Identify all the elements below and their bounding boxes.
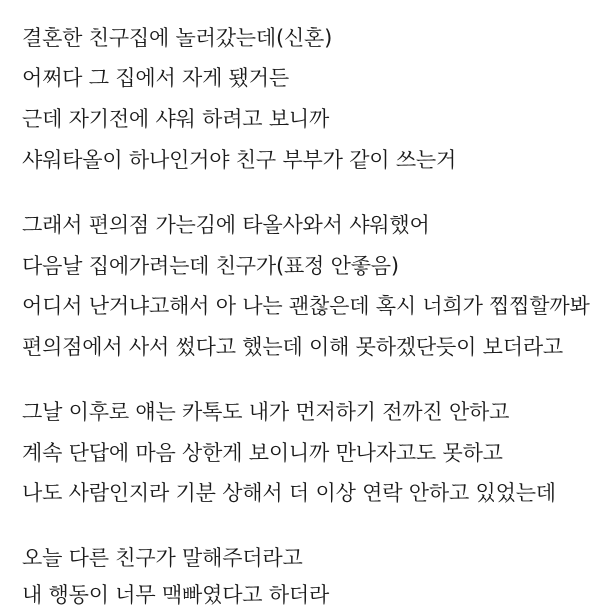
text-line: 다음날 집에가려는데 친구가(표정 안좋음)	[22, 254, 399, 278]
text-line: 그날 이후로 얘는 카톡도 내가 먼저하기 전까진 안하고	[22, 400, 510, 424]
text-line: 오늘 다른 친구가 말해주더라고	[22, 546, 303, 570]
text-line: 편의점에서 사서 썼다고 했는데 이해 못하겠단듯이 보더라고	[22, 335, 563, 359]
text-line: 근데 자기전에 샤워 하려고 보니까	[22, 107, 330, 131]
text-line: 샤워타올이 하나인거야 친구 부부가 같이 쓰는거	[22, 148, 457, 172]
text-line: 어디서 난거냐고해서 아 나는 괜찮은데 혹시 너희가 찝찝할까봐	[22, 294, 590, 318]
text-line: 어쩌다 그 집에서 자게 됐거든	[22, 66, 289, 90]
text-line: 그래서 편의점 가는김에 타올사와서 샤워했어	[22, 213, 430, 237]
text-line: 나도 사람인지라 기분 상해서 더 이상 연락 안하고 있었는데	[22, 481, 556, 505]
text-line: 계속 단답에 마음 상한게 보이니까 만나자고도 못하고	[22, 441, 503, 465]
text-line: 결혼한 친구집에 놀러갔는데(신혼)	[22, 26, 333, 50]
text-line: 내 행동이 너무 맥빠였다고 하더라	[22, 583, 330, 607]
